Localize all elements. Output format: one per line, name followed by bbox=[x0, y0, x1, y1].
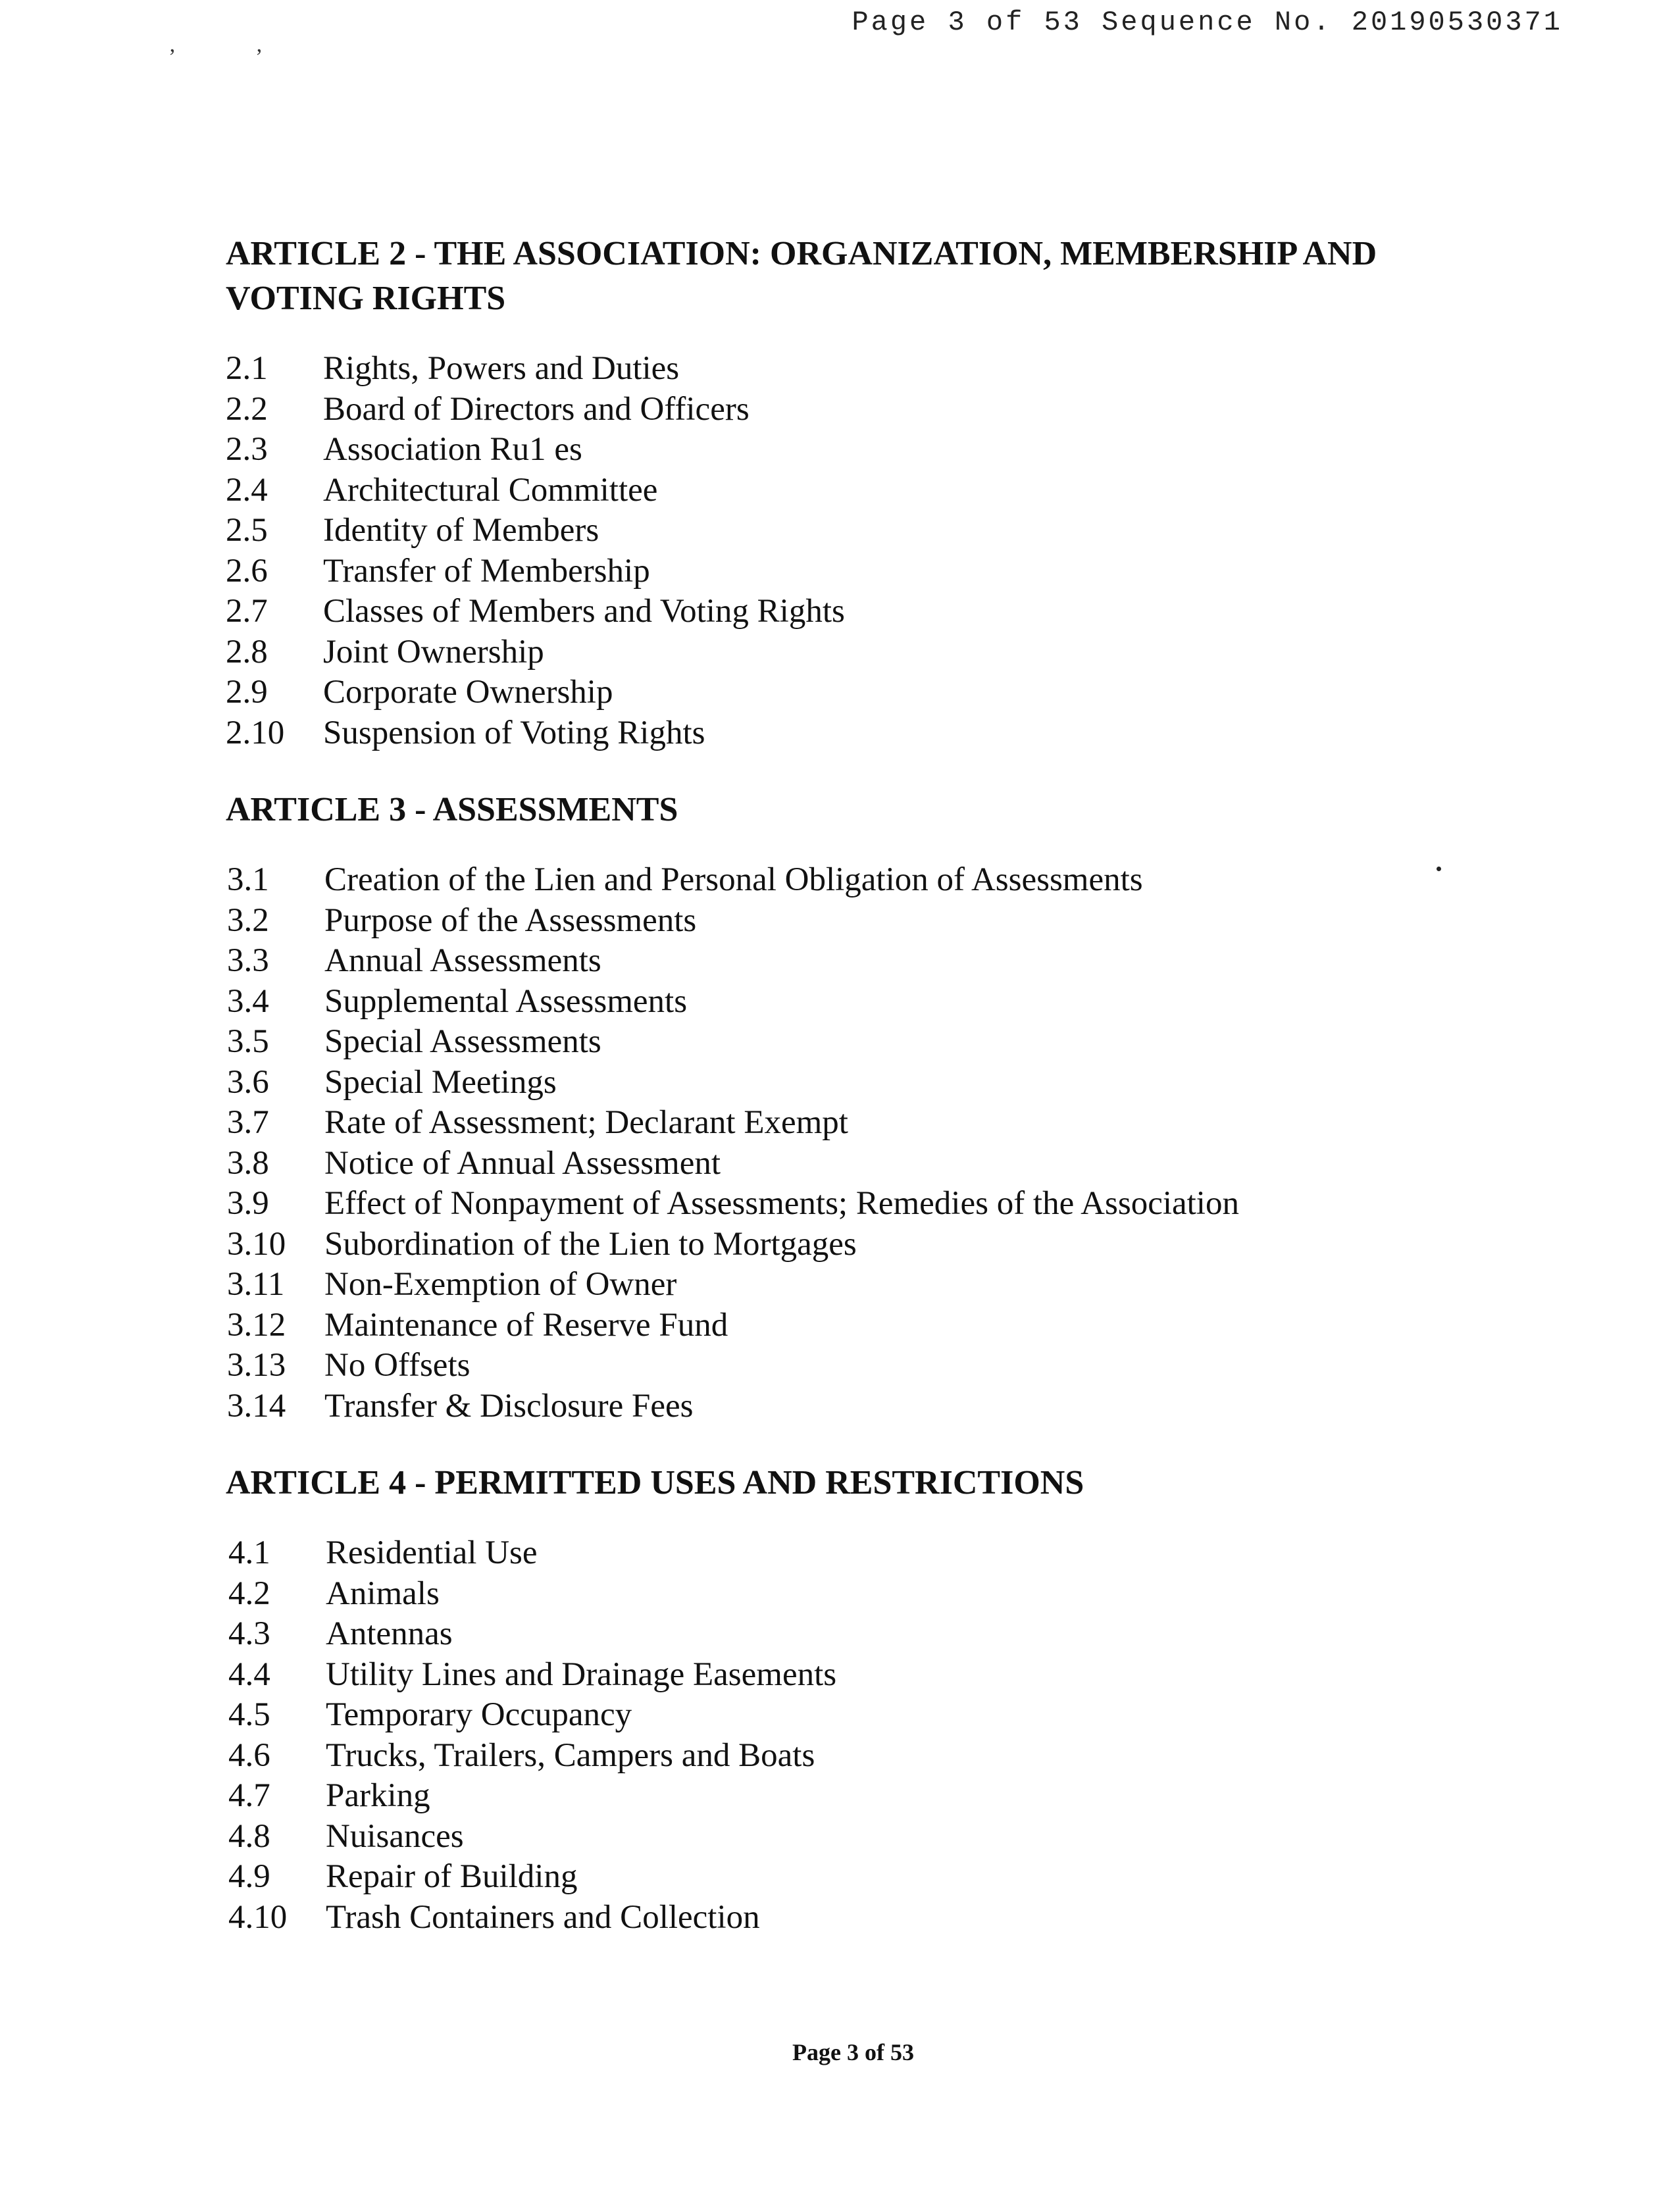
section-number: 3.12 bbox=[227, 1306, 286, 1344]
section-number: 2.1 bbox=[226, 350, 268, 387]
section-number: 4.2 bbox=[228, 1575, 270, 1612]
section-title: Creation of the Lien and Personal Obligation of Assessments bbox=[324, 861, 1143, 898]
list-item bbox=[226, 1857, 1476, 1898]
list-item bbox=[226, 1817, 1476, 1857]
section-number: 2.5 bbox=[226, 512, 268, 549]
list-item bbox=[226, 1776, 1476, 1817]
list-item bbox=[226, 430, 1476, 470]
article-4-items bbox=[226, 1533, 1476, 1938]
section-number: 4.10 bbox=[228, 1898, 288, 1936]
section-number: 4.4 bbox=[228, 1655, 270, 1693]
article-2-section bbox=[226, 232, 1476, 753]
section-title: Trucks, Trailers, Campers and Boats bbox=[326, 1736, 815, 1774]
list-item bbox=[226, 1265, 1476, 1305]
section-number: 4.3 bbox=[228, 1615, 270, 1652]
list-item bbox=[226, 592, 1476, 632]
section-number: 2.3 bbox=[226, 431, 268, 468]
list-item bbox=[226, 470, 1476, 511]
section-number: 3.11 bbox=[227, 1266, 285, 1303]
section-number: 2.7 bbox=[226, 593, 268, 630]
list-item bbox=[226, 1144, 1476, 1184]
section-number: 4.8 bbox=[228, 1817, 270, 1855]
section-title: Animals bbox=[326, 1575, 440, 1612]
list-item bbox=[226, 349, 1476, 390]
article-4-section bbox=[226, 1461, 1476, 1938]
section-number: 3.4 bbox=[227, 982, 269, 1020]
section-number: 4.6 bbox=[228, 1736, 270, 1774]
article-3-section bbox=[226, 788, 1476, 1427]
section-number: 3.3 bbox=[227, 942, 269, 979]
section-number: 4.5 bbox=[228, 1696, 270, 1733]
section-number: 3.14 bbox=[227, 1387, 286, 1425]
list-item bbox=[226, 1386, 1476, 1427]
section-title: Architectural Committee bbox=[323, 471, 658, 509]
section-number: 2.6 bbox=[226, 552, 268, 590]
section-number: 3.10 bbox=[227, 1225, 286, 1263]
section-number: 3.1 bbox=[227, 861, 269, 898]
section-title: Rate of Assessment; Declarant Exempt bbox=[324, 1104, 848, 1141]
section-title: Supplemental Assessments bbox=[324, 982, 688, 1020]
section-number: 3.5 bbox=[227, 1023, 269, 1060]
section-number: 2.8 bbox=[226, 633, 268, 670]
sequence-stamp: Page 3 of 53 Sequence No. 20190530371 bbox=[852, 7, 1563, 38]
table-of-contents bbox=[226, 232, 1476, 1938]
section-title: Transfer of Membership bbox=[323, 552, 650, 590]
list-item bbox=[226, 982, 1476, 1023]
list-item bbox=[226, 1736, 1476, 1777]
section-number: 3.9 bbox=[227, 1185, 269, 1222]
section-title: Notice of Annual Assessment bbox=[324, 1144, 721, 1182]
section-number: 2.4 bbox=[226, 471, 268, 509]
section-number: 2.10 bbox=[226, 714, 285, 751]
section-title: Board of Directors and Officers bbox=[323, 390, 750, 428]
list-item bbox=[226, 1695, 1476, 1736]
section-number: 4.9 bbox=[228, 1858, 270, 1895]
section-title: Rights, Powers and Duties bbox=[323, 350, 680, 387]
article-heading: ARTICLE 4 - PERMITTED USES AND RESTRICTIONS bbox=[226, 1464, 1084, 1502]
list-item bbox=[226, 1103, 1476, 1144]
article-3-items bbox=[226, 860, 1476, 1427]
section-title: Special Assessments bbox=[324, 1023, 601, 1060]
article-heading: ARTICLE 3 - ASSESSMENTS bbox=[226, 791, 678, 828]
page-footer bbox=[0, 2038, 1680, 2066]
article-2-items bbox=[226, 349, 1476, 753]
section-title: Temporary Occupancy bbox=[326, 1696, 632, 1733]
section-title: No Offsets bbox=[324, 1347, 471, 1384]
section-number: 3.6 bbox=[227, 1063, 269, 1101]
section-title: Classes of Members and Voting Rights bbox=[323, 593, 845, 630]
list-item bbox=[226, 1063, 1476, 1103]
section-number: 3.7 bbox=[227, 1104, 269, 1141]
section-title: Residential Use bbox=[326, 1534, 538, 1571]
section-title: Association Ru1 es bbox=[323, 431, 582, 468]
list-item bbox=[226, 551, 1476, 592]
section-title: Subordination of the Lien to Mortgages bbox=[324, 1225, 857, 1263]
list-item bbox=[226, 1022, 1476, 1063]
section-title: Corporate Ownership bbox=[323, 674, 613, 711]
list-item bbox=[226, 1898, 1476, 1938]
section-title: Joint Ownership bbox=[323, 633, 544, 670]
section-number: 2.9 bbox=[226, 674, 268, 711]
section-title: Effect of Nonpayment of Assessments; Remedies of the Association bbox=[324, 1185, 1239, 1222]
section-title: Special Meetings bbox=[324, 1063, 557, 1101]
section-number: 3.13 bbox=[227, 1347, 286, 1384]
article-heading: ARTICLE 2 - THE ASSOCIATION: ORGANIZATION, MEMBERSHIP AND VOTING RIGHTS bbox=[226, 235, 1377, 317]
section-title: Maintenance of Reserve Fund bbox=[324, 1306, 728, 1344]
section-number: 4.1 bbox=[228, 1534, 270, 1571]
list-item bbox=[226, 511, 1476, 551]
list-item bbox=[226, 672, 1476, 713]
list-item bbox=[226, 390, 1476, 430]
list-item bbox=[226, 1533, 1476, 1574]
list-item bbox=[226, 1184, 1476, 1225]
list-item bbox=[226, 1305, 1476, 1346]
section-title: Annual Assessments bbox=[324, 942, 601, 979]
section-title: Trash Containers and Collection bbox=[326, 1898, 760, 1936]
section-title: Nuisances bbox=[326, 1817, 464, 1855]
section-title: Non-Exemption of Owner bbox=[324, 1266, 677, 1303]
section-title: Suspension of Voting Rights bbox=[323, 714, 705, 751]
scan-mark: ’ bbox=[168, 45, 176, 69]
section-title: Purpose of the Assessments bbox=[324, 901, 697, 939]
section-number: 3.8 bbox=[227, 1144, 269, 1182]
section-number: 4.7 bbox=[228, 1777, 270, 1814]
list-item bbox=[226, 1655, 1476, 1696]
section-title: Antennas bbox=[326, 1615, 453, 1652]
list-item bbox=[226, 941, 1476, 982]
list-item bbox=[226, 632, 1476, 673]
list-item bbox=[226, 860, 1476, 901]
list-item bbox=[226, 1346, 1476, 1386]
section-title: Repair of Building bbox=[326, 1858, 578, 1895]
section-title: Transfer & Disclosure Fees bbox=[324, 1387, 694, 1425]
section-number: 2.2 bbox=[226, 390, 268, 428]
list-item bbox=[226, 1225, 1476, 1265]
list-item bbox=[226, 713, 1476, 754]
section-title: Parking bbox=[326, 1777, 430, 1814]
list-item bbox=[226, 1614, 1476, 1655]
section-title: Identity of Members bbox=[323, 512, 599, 549]
scan-mark: ’ bbox=[255, 45, 263, 69]
section-title: Utility Lines and Drainage Easements bbox=[326, 1655, 837, 1693]
list-item bbox=[226, 901, 1476, 942]
list-item bbox=[226, 1574, 1476, 1615]
page-number: Page 3 of 53 bbox=[792, 2039, 914, 2065]
section-number: 3.2 bbox=[227, 901, 269, 939]
